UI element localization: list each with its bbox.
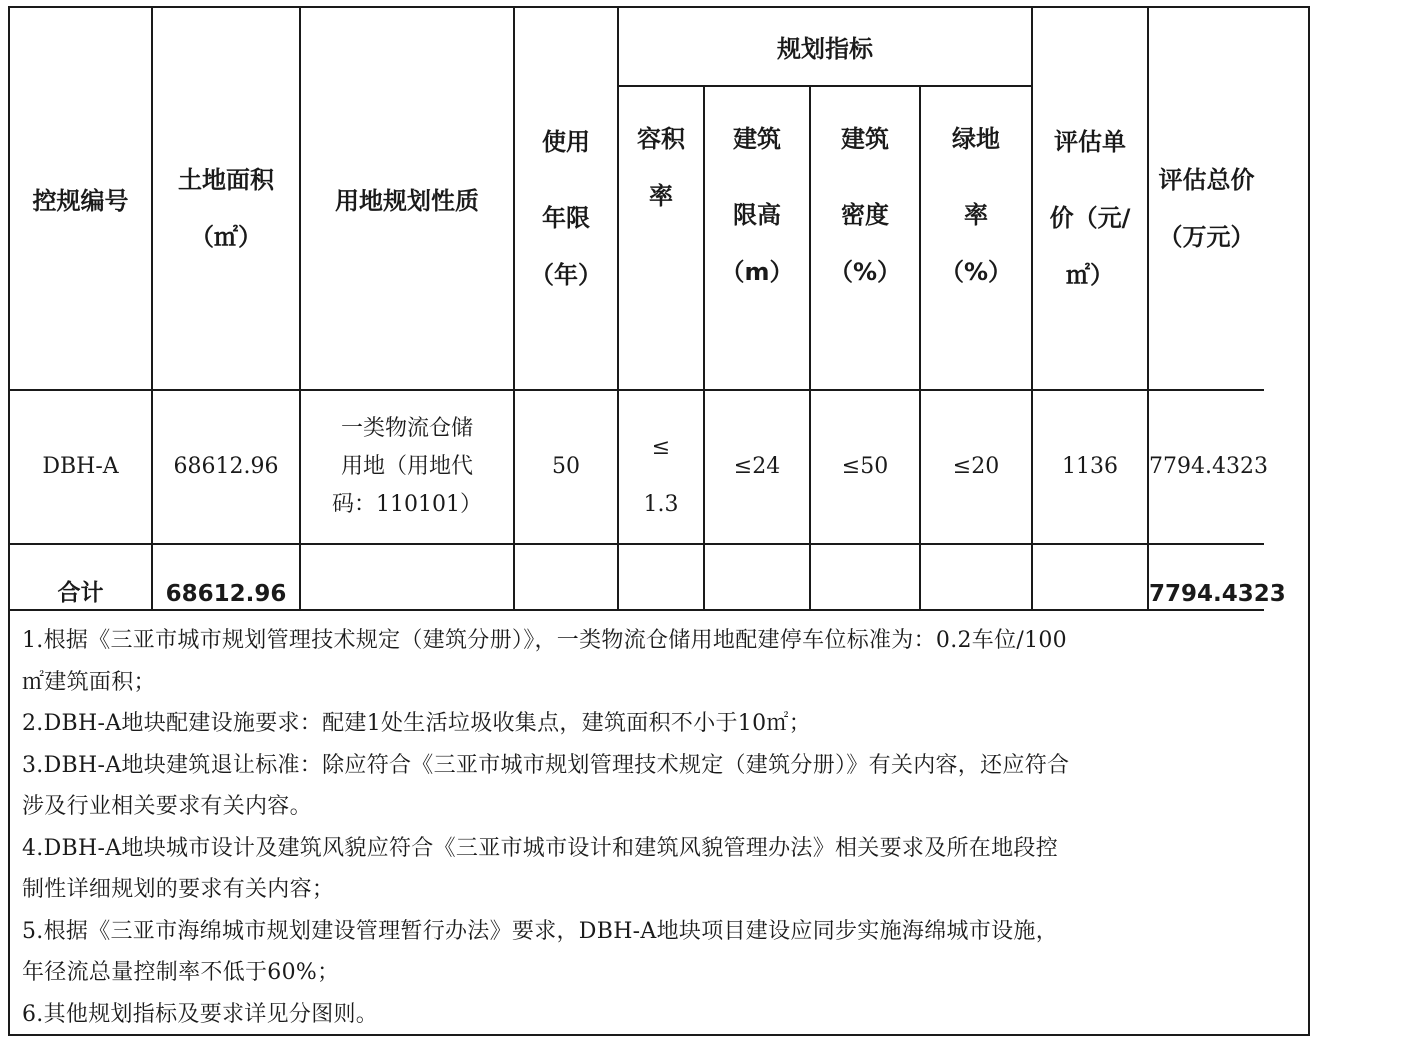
- header-height-line1: 建筑: [733, 125, 781, 153]
- header-density-line2: 密度: [841, 201, 889, 229]
- header-unit-price-line3: ㎡）: [1066, 260, 1114, 289]
- header-indicators-text: 规划指标: [777, 35, 873, 63]
- header-density-line1: 建筑: [841, 125, 889, 153]
- cell-use-type-line2: 用地（用地代: [340, 454, 473, 479]
- total-price: 7794.4323: [1148, 544, 1264, 610]
- header-row-1: [10, 8, 1408, 86]
- header-code: [10, 8, 152, 390]
- header-far: [618, 86, 704, 390]
- header-use-type: [300, 8, 514, 390]
- header-total-price: [1148, 8, 1264, 390]
- header-far-line1: 容积: [637, 125, 685, 153]
- total-empty-cell: [1032, 544, 1148, 610]
- total-area: 68612.96: [152, 544, 300, 610]
- total-row: [10, 544, 1408, 610]
- planning-table: [10, 8, 1408, 611]
- header-green-line1: 绿地: [952, 125, 1000, 153]
- cell-far-line2: 1.3: [643, 492, 679, 517]
- cell-use-type: [300, 390, 514, 544]
- total-empty-cell: [618, 544, 704, 610]
- note-line: 5.根据《三亚市海绵城市规划建设管理暂行办法》要求，DBH-A地块项目建设应同步实施海绵城市设施，: [22, 918, 1059, 944]
- header-area: [152, 8, 300, 390]
- header-code-text: 控规编号: [32, 187, 129, 215]
- note-line: 年径流总量控制率不低于60%；: [22, 960, 340, 985]
- cell-use-type-line3: 码：110101）: [332, 492, 482, 517]
- header-green-line2: 率: [964, 201, 988, 229]
- header-years: [514, 8, 618, 390]
- total-empty-cell: [514, 544, 618, 610]
- header-green-line3: （%）: [939, 258, 1013, 286]
- header-density: [810, 86, 920, 390]
- header-years-line1: 使用: [542, 127, 590, 156]
- cell-far-line1: ≤: [651, 435, 671, 460]
- cell-total-price: 7794.4323: [1148, 390, 1264, 544]
- header-total-price-line1: 评估总价: [1158, 165, 1255, 194]
- cell-years: 50: [514, 390, 618, 544]
- note-line: ㎡建筑面积；: [22, 669, 156, 695]
- header-density-line3: （%）: [828, 258, 902, 286]
- note-line: 涉及行业相关要求有关内容。: [22, 794, 312, 819]
- total-empty-cell: [810, 544, 920, 610]
- header-far-line2: 率: [649, 182, 673, 210]
- header-green: [920, 86, 1032, 390]
- header-height: [704, 86, 810, 390]
- note-line: 1.根据《三亚市城市规划管理技术规定（建筑分册）》，一类物流仓储用地配建停车位标准为：0.2车位/100: [22, 628, 1067, 653]
- note-line: 3.DBH-A地块建筑退让标准：除应符合《三亚市城市规划管理技术规定（建筑分册）》有关内容，还应符合: [22, 752, 1070, 778]
- total-empty-cell: [920, 544, 1032, 610]
- cell-green: ≤20: [920, 390, 1032, 544]
- header-years-line2: 年限: [542, 203, 590, 232]
- note-line: 制性详细规划的要求有关内容；: [22, 877, 335, 902]
- cell-code: DBH-A: [10, 390, 152, 544]
- note-line: 2.DBH-A地块配建设施要求：配建1处生活垃圾收集点，建筑面积不小于10㎡；: [22, 711, 811, 736]
- total-empty-cell: [300, 544, 514, 610]
- header-area-line2: （㎡）: [190, 222, 262, 251]
- cell-far: [618, 390, 704, 544]
- total-label: 合计: [10, 544, 152, 610]
- cell-use-type-line1: 一类物流仓储: [340, 416, 473, 441]
- cell-height: ≤24: [704, 390, 810, 544]
- header-unit-price-line2: 价（元/: [1049, 203, 1131, 232]
- notes-section: [22, 620, 1304, 1035]
- cell-unit-price: 1136: [1032, 390, 1148, 544]
- total-empty-cell: [704, 544, 810, 610]
- cell-area: 68612.96: [152, 390, 300, 544]
- note-line: 6.其他规划指标及要求详见分图则。: [22, 1001, 379, 1027]
- header-height-line2: 限高: [733, 201, 781, 229]
- header-unit-price: [1032, 8, 1148, 390]
- note-line: 4.DBH-A地块城市设计及建筑风貌应符合《三亚市城市设计和建筑风貌管理办法》相关要求及所在地段控: [22, 835, 1059, 861]
- header-unit-price-line1: 评估单: [1054, 127, 1126, 156]
- cell-density: ≤50: [810, 390, 920, 544]
- table-row: [10, 390, 1408, 544]
- header-total-price-line2: （万元）: [1158, 222, 1255, 251]
- header-use-type-text: 用地规划性质: [335, 187, 479, 215]
- header-height-line3: （m）: [720, 258, 794, 286]
- header-indicators-group: [618, 8, 1032, 86]
- header-area-line1: 土地面积: [178, 165, 274, 194]
- header-years-line3: （年）: [530, 260, 602, 289]
- land-plan-sheet: [8, 6, 1310, 1036]
